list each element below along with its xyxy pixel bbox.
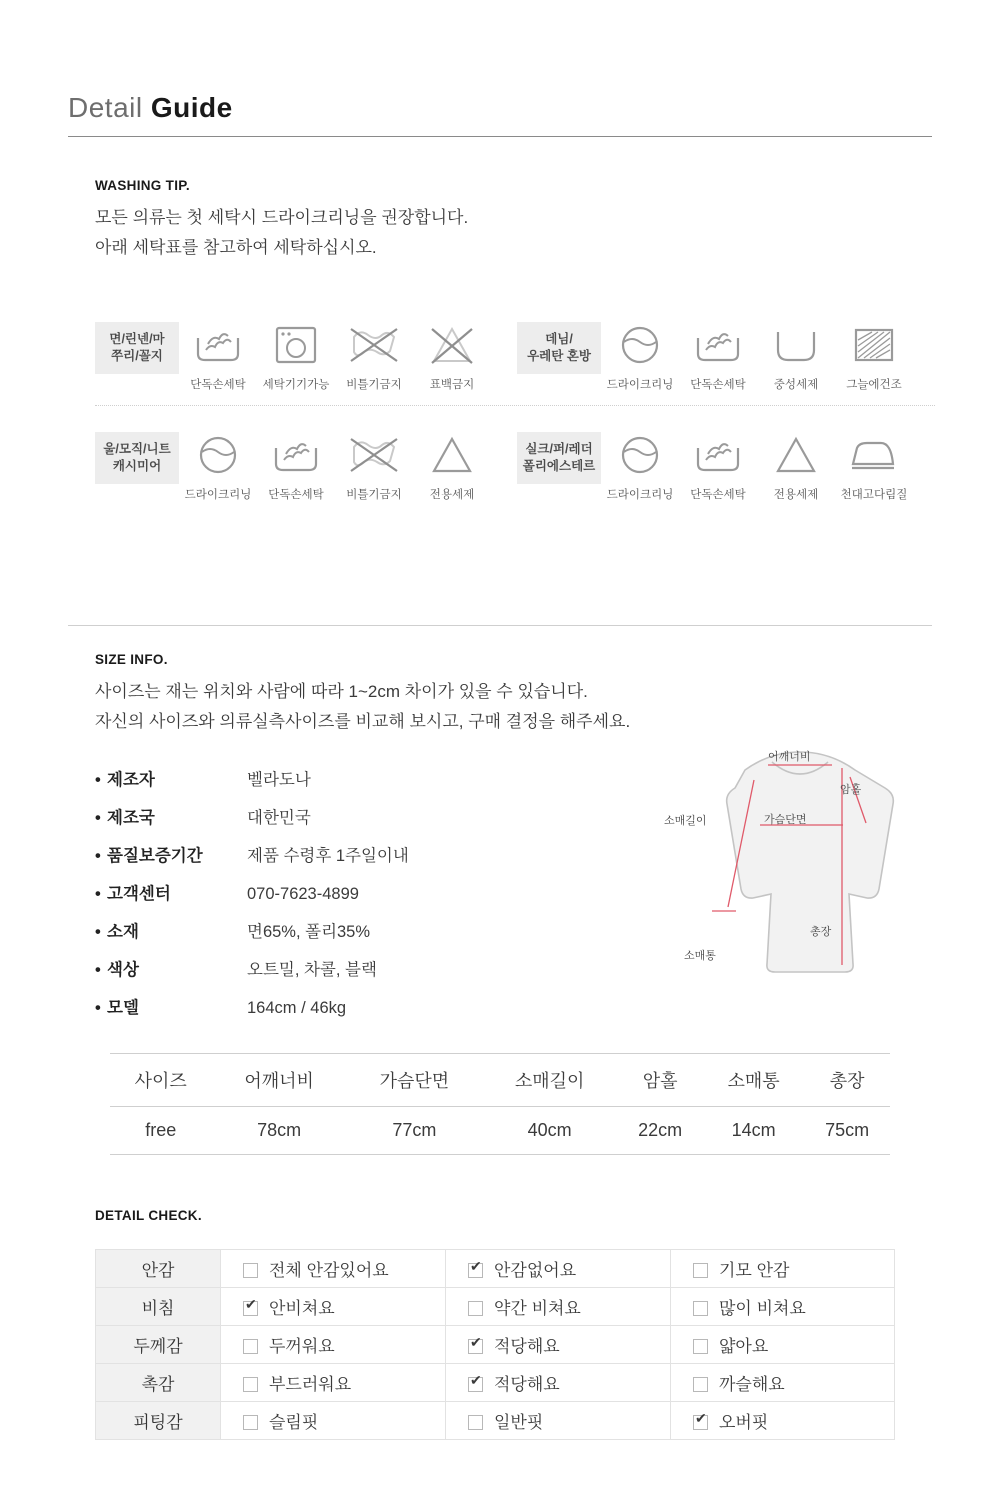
- detail-check-option-label: 부드러워요: [269, 1375, 352, 1394]
- detail-check-title: DETAIL CHECK.: [95, 1208, 202, 1223]
- no-wring-icon: [335, 318, 413, 372]
- size-table-header-row: [110, 1054, 890, 1107]
- care-icon-cell: [413, 428, 491, 502]
- care-icon-caption: 단독손세탁: [268, 489, 324, 501]
- size-table-cell: 75cm: [804, 1107, 890, 1155]
- detail-check-option[interactable]: [446, 1288, 671, 1326]
- detail-check-option[interactable]: [221, 1326, 446, 1364]
- checkbox[interactable]: [243, 1377, 258, 1392]
- detail-check-option-label: 두꺼워요: [269, 1337, 335, 1356]
- detail-check-option[interactable]: [671, 1250, 895, 1288]
- detail-check-option[interactable]: [221, 1402, 446, 1440]
- spec-key-label: 색상: [107, 960, 139, 979]
- care-group-tag: [95, 322, 179, 374]
- detail-check-option[interactable]: [446, 1402, 671, 1440]
- special-detergent-icon: [757, 428, 835, 482]
- detail-check-label: 두께감: [96, 1326, 221, 1364]
- care-icon-caption: 표백금지: [429, 379, 475, 391]
- detail-check-option-label: 많이 비쳐요: [719, 1299, 806, 1318]
- detail-check-option[interactable]: [446, 1364, 671, 1402]
- detail-check-option-label: 일반핏: [494, 1413, 544, 1432]
- spec-value: 오트밀, 차콜, 블랙: [247, 960, 377, 979]
- table-row: [96, 1364, 895, 1402]
- care-row-1: [95, 318, 935, 392]
- detail-check-option[interactable]: [446, 1326, 671, 1364]
- neutral-detergent-icon: [757, 318, 835, 372]
- care-icon-cell: [601, 428, 679, 502]
- size-table-cell: 78cm: [211, 1107, 346, 1155]
- checkbox[interactable]: [693, 1263, 708, 1278]
- checkbox[interactable]: [468, 1339, 483, 1354]
- spec-key-label: 소재: [107, 922, 139, 941]
- hand-wash-icon: [679, 428, 757, 482]
- size-table-header-cell: 어깨너비: [211, 1054, 346, 1107]
- size-table-header-cell: 사이즈: [110, 1054, 211, 1107]
- detail-check-table: [95, 1249, 895, 1440]
- checkbox[interactable]: [468, 1415, 483, 1430]
- cloth-iron-icon: [835, 428, 913, 482]
- size-table-header-cell: 소매통: [703, 1054, 804, 1107]
- care-tag-line-1: 실크/퍼/레더: [525, 442, 593, 457]
- care-icon-cell: [835, 428, 913, 502]
- detail-check-label: 촉감: [96, 1364, 221, 1402]
- checkbox[interactable]: [468, 1263, 483, 1278]
- spec-row: [95, 842, 655, 866]
- care-tag-line-1: 울/모직/니트: [103, 442, 171, 457]
- care-icon-caption: 단독손세탁: [690, 489, 746, 501]
- care-icon-caption: 전용세제: [773, 489, 819, 501]
- spec-value: 제품 수령후 1주일이내: [247, 846, 409, 865]
- care-icon-caption: 천대고다림질: [840, 489, 908, 501]
- spec-key: • 품질보증기간: [95, 846, 203, 865]
- care-tag-line-2: 우레탄 혼방: [527, 349, 591, 363]
- size-info-section: [95, 652, 655, 1032]
- detail-check-option-label: 기모 안감: [719, 1261, 790, 1280]
- spec-key: • 제조자: [95, 770, 155, 789]
- detail-check-option-label: 전체 안감있어요: [269, 1261, 389, 1280]
- spec-key: • 제조국: [95, 808, 155, 827]
- care-icon-caption: 단독손세탁: [190, 379, 246, 391]
- detail-check-option-label: 적당해요: [494, 1337, 560, 1356]
- spec-key-label: 제조국: [107, 808, 155, 827]
- spec-key-label: 모델: [107, 998, 139, 1017]
- care-icon-caption: 비틀기금지: [346, 489, 402, 501]
- size-table-cell: 40cm: [482, 1107, 617, 1155]
- care-row-2: [95, 428, 935, 502]
- hand-wash-icon: [679, 318, 757, 372]
- care-icon-caption: 드라이크리닝: [606, 379, 674, 391]
- care-icon-cell: [757, 318, 835, 392]
- care-divider: [95, 405, 935, 406]
- special-detergent-icon: [413, 428, 491, 482]
- dry-clean-icon: [179, 428, 257, 482]
- detail-check-option-label: 약간 비쳐요: [494, 1299, 581, 1318]
- size-table-cell: 77cm: [347, 1107, 482, 1155]
- detail-check-option[interactable]: [221, 1288, 446, 1326]
- detail-check-option-label: 오버핏: [719, 1413, 769, 1432]
- detail-check-option-label: 안감없어요: [494, 1261, 577, 1280]
- detail-check-label: 피팅감: [96, 1402, 221, 1440]
- spec-key-label: 품질보증기간: [107, 846, 203, 865]
- spec-row: [95, 956, 655, 980]
- table-row: [96, 1402, 895, 1440]
- checkbox[interactable]: [243, 1415, 258, 1430]
- care-tag-line-2: 캐시미어: [112, 459, 162, 473]
- hand-wash-icon: [179, 318, 257, 372]
- care-icon-cell: [679, 428, 757, 502]
- table-row: [96, 1326, 895, 1364]
- care-group-tag: [95, 432, 179, 484]
- checkbox[interactable]: [693, 1377, 708, 1392]
- care-icon-caption: 세탁기기가능: [262, 379, 330, 391]
- page-header: [68, 92, 932, 137]
- care-icon-cell: [335, 428, 413, 502]
- size-table-cell: free: [110, 1107, 211, 1155]
- shade-dry-icon: [835, 318, 913, 372]
- section-divider: [68, 625, 932, 626]
- detail-check-option[interactable]: [221, 1250, 446, 1288]
- checkbox[interactable]: [693, 1301, 708, 1316]
- washing-tip-line-1: 모든 의류는 첫 세탁시 드라이크리닝을 권장합니다.: [95, 208, 469, 227]
- detail-check-option[interactable]: [671, 1364, 895, 1402]
- care-icon-caption: 중성세제: [773, 379, 819, 391]
- no-wring-icon: [335, 428, 413, 482]
- detail-check-option-label: 안비쳐요: [269, 1299, 335, 1318]
- spec-row: [95, 918, 655, 942]
- checkbox[interactable]: [693, 1339, 708, 1354]
- washing-tip-title: WASHING TIP.: [95, 178, 190, 193]
- page-title-bold: Guide: [150, 92, 233, 123]
- spec-value: 대한민국: [247, 808, 311, 827]
- care-icon-cell: [257, 428, 335, 502]
- table-row: [96, 1288, 895, 1326]
- detail-check-label: 비침: [96, 1288, 221, 1326]
- label-chest: 가슴단면: [764, 814, 807, 826]
- care-tag-line-2: 쭈리/꼴지: [111, 349, 163, 363]
- size-table: [110, 1053, 890, 1155]
- detail-check-option[interactable]: [221, 1364, 446, 1402]
- page-title-light: Detail: [68, 92, 151, 123]
- spec-key: • 고객센터: [95, 884, 171, 903]
- size-table-header-cell: 암홀: [617, 1054, 703, 1107]
- dry-clean-icon: [601, 428, 679, 482]
- spec-value: 면65%, 폴리35%: [247, 922, 371, 941]
- spec-key-label: 제조자: [107, 770, 155, 789]
- size-info-line-2: 자신의 사이즈와 의류실측사이즈를 비교해 보시고, 구매 결정을 해주세요.: [95, 712, 631, 732]
- checkbox[interactable]: [468, 1301, 483, 1316]
- checkbox[interactable]: [693, 1415, 708, 1430]
- care-icon-cell: [257, 318, 335, 392]
- size-table-cell: 22cm: [617, 1107, 703, 1155]
- care-icon-cell: [179, 318, 257, 392]
- washing-tip-section: [95, 178, 935, 262]
- care-icon-cell: [835, 318, 913, 392]
- care-icon-caption: 드라이크리닝: [606, 489, 674, 501]
- spec-key: • 모델: [95, 998, 139, 1017]
- detail-check-option[interactable]: [671, 1402, 895, 1440]
- spec-row: [95, 994, 655, 1018]
- checkbox[interactable]: [243, 1339, 258, 1354]
- spec-row: [95, 880, 655, 904]
- care-icon-cell: [413, 318, 491, 392]
- detail-check-option[interactable]: [671, 1326, 895, 1364]
- table-row: [96, 1250, 895, 1288]
- spec-value: 벨라도나: [247, 770, 311, 789]
- care-icon-cell: [335, 318, 413, 392]
- detail-check-option-label: 슬림핏: [269, 1413, 319, 1432]
- care-icon-caption: 드라이크리닝: [184, 489, 252, 501]
- spec-row: [95, 766, 655, 790]
- care-icon-cell: [601, 318, 679, 392]
- care-tag-line-1: 데님/: [545, 332, 573, 347]
- care-group-tag: [517, 432, 601, 484]
- detail-check-option-label: 적당해요: [494, 1375, 560, 1394]
- table-row: [110, 1107, 890, 1155]
- care-tag-line-2: 폴리에스테르: [522, 459, 596, 473]
- spec-key-label: 고객센터: [107, 884, 171, 903]
- care-group-tag: [517, 322, 601, 374]
- label-armhole: 암홀: [840, 784, 862, 796]
- size-table-header-cell: 가슴단면: [347, 1054, 482, 1107]
- size-table-header-cell: 총장: [804, 1054, 890, 1107]
- care-icon-caption: 전용세제: [429, 489, 475, 501]
- detail-check-option[interactable]: [446, 1250, 671, 1288]
- checkbox[interactable]: [243, 1263, 258, 1278]
- spec-value: 070-7623-4899: [247, 884, 359, 903]
- size-info-line-1: 사이즈는 재는 위치와 사람에 따라 1~2cm 차이가 있을 수 있습니다.: [95, 682, 588, 701]
- size-info-title: SIZE INFO.: [95, 652, 168, 667]
- care-icon-cell: [757, 428, 835, 502]
- care-icon-caption: 단독손세탁: [690, 379, 746, 391]
- checkbox[interactable]: [468, 1377, 483, 1392]
- detail-check-label: 안감: [96, 1250, 221, 1288]
- washing-tip-line-2: 아래 세탁표를 참고하여 세탁하십시오.: [95, 238, 377, 258]
- detail-check-option[interactable]: [671, 1288, 895, 1326]
- care-tag-line-1: 면/린넨/마: [109, 332, 165, 347]
- detail-check-section: [95, 1208, 895, 1440]
- machine-wash-icon: [257, 318, 335, 372]
- hand-wash-icon: [257, 428, 335, 482]
- label-total-length: 총장: [810, 926, 832, 938]
- size-table-header-cell: 소매길이: [482, 1054, 617, 1107]
- size-table-cell: 14cm: [703, 1107, 804, 1155]
- spec-list: [95, 766, 655, 1018]
- no-bleach-icon: [413, 318, 491, 372]
- detail-check-option-label: 까슬해요: [719, 1375, 785, 1394]
- spec-row: [95, 804, 655, 828]
- care-icon-caption: 그늘에건조: [846, 379, 902, 391]
- detail-check-option-label: 얇아요: [719, 1337, 769, 1356]
- label-shoulder: 어깨너비: [768, 751, 811, 763]
- care-icon-cell: [679, 318, 757, 392]
- care-icon-caption: 비틀기금지: [346, 379, 402, 391]
- care-icon-cell: [179, 428, 257, 502]
- dry-clean-icon: [601, 318, 679, 372]
- checkbox[interactable]: [243, 1301, 258, 1316]
- spec-key: • 색상: [95, 960, 139, 979]
- label-sleeve-length: 소매길이: [664, 815, 707, 827]
- spec-value: 164cm / 46kg: [247, 998, 347, 1017]
- label-sleeve-width: 소매통: [684, 950, 716, 962]
- spec-key: • 소재: [95, 922, 139, 941]
- garment-measurement-figure: [650, 735, 950, 1005]
